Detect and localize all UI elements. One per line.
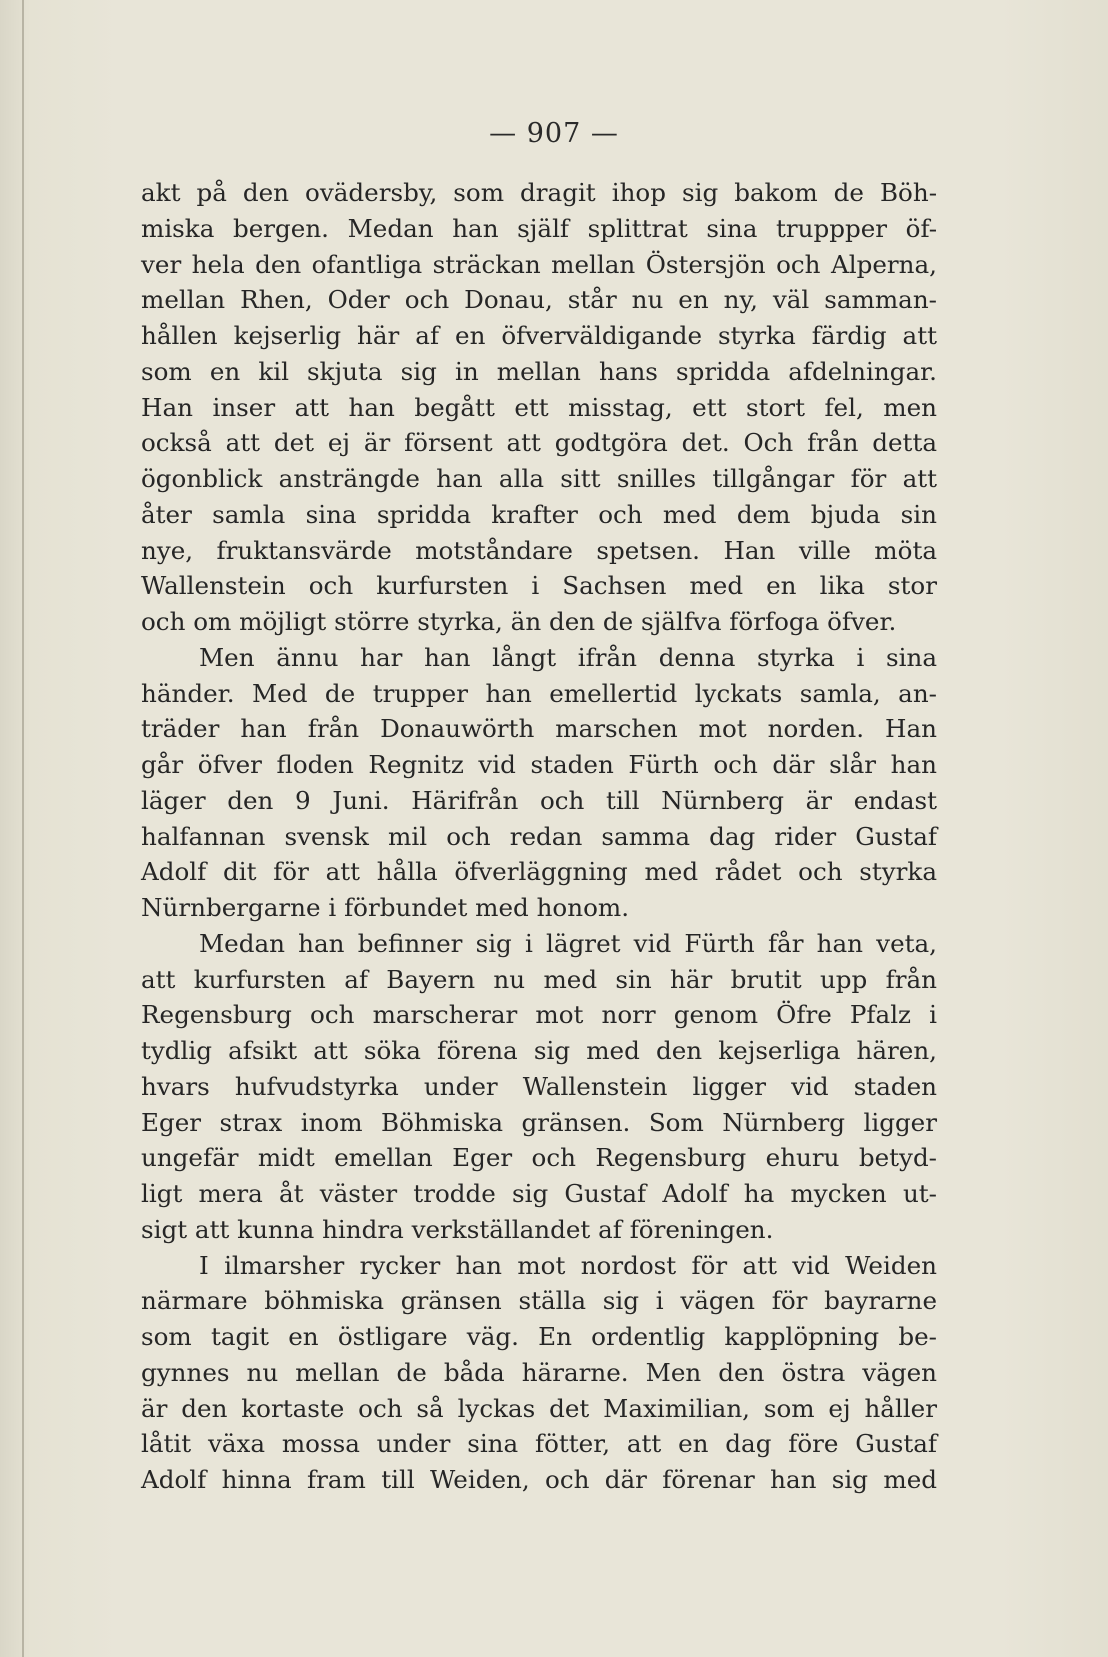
text-line: I ilmarsher rycker han mot nordost för att vid Weiden <box>199 1250 937 1280</box>
text-line: som tagit en östligare väg. En ordentlig kapplöpning be- <box>141 1322 937 1351</box>
text-line: ligt mera åt väster trodde sig Gustaf Adolf ha mycken ut- <box>141 1179 937 1208</box>
text-line: är den kortaste och så lyckas det Maximilian, som ej håller <box>141 1393 937 1423</box>
text-line: Adolf hinna fram till Weiden, och där förenar han sig med <box>141 1465 937 1494</box>
text-line: närmare böhmiska gränsen ställa sig i vägen för bayrarne <box>141 1286 937 1316</box>
text-line: hvars hufvudstyrka under Wallenstein ligger vid staden <box>141 1071 937 1101</box>
text-line: träder han från Donauwörth marschen mot norden. Han <box>141 714 937 744</box>
text-line: nye, fruktansvärde motståndare spetsen. Han ville möta <box>141 535 937 565</box>
text-line: ögonblick ansträngde han alla sitt snilles tillgångar för att <box>141 464 937 493</box>
text-line: Regensburg och marscherar mot norr genom Öfre Pfalz i <box>141 1000 937 1030</box>
page-spine-edge <box>22 0 24 1657</box>
text-line: tydlig afsikt att söka förena sig med den kejserliga hären, <box>141 1036 937 1065</box>
text-line: gynnes nu mellan de båda härarne. Men den östra vägen <box>141 1357 937 1387</box>
text-line: låtit växa mossa under sina fötter, att en dag före Gustaf <box>141 1429 937 1459</box>
text-line: Han inser att han begått ett misstag, ett stort fel, men <box>141 392 937 422</box>
text-line: ungefär midt emellan Eger och Regensburg ehuru betyd- <box>141 1143 937 1173</box>
text-line: ver hela den ofantliga sträckan mellan Östersjön och Alperna, <box>141 249 937 279</box>
text-line: också att det ej är försent att godtgöra det. Och från detta <box>141 428 937 458</box>
text-line: Nürnbergarne i förbundet med honom. <box>141 893 630 922</box>
page-number: — 907 — <box>489 118 619 149</box>
text-line: läger den 9 Juni. Härifrån och till Nürnberg är endast <box>141 785 937 815</box>
text-line: att kurfursten af Bayern nu med sin här brutit upp från <box>141 964 937 994</box>
body-text <box>141 175 937 1498</box>
text-line: Men ännu har han långt ifrån denna styrka i sina <box>199 642 937 672</box>
text-line: Medan han befinner sig i lägret vid Fürth får han veta, <box>199 928 937 958</box>
text-line: sigt att kunna hindra verkställandet af föreningen. <box>141 1214 774 1244</box>
text-line: Adolf dit för att hålla öfverläggning med rådet och styrka <box>141 857 937 887</box>
text-line: Wallenstein och kurfursten i Sachsen med en lika stor <box>141 571 937 601</box>
text-line: hållen kejserlig här af en öfverväldigande styrka färdig att <box>141 321 937 350</box>
text-line: akt på den ovädersby, som dragit ihop sig bakom de Böh- <box>141 178 937 207</box>
text-line: går öfver floden Regnitz vid staden Fürth och där slår han <box>141 750 937 779</box>
text-line: mellan Rhen, Oder och Donau, står nu en ny, väl samman- <box>141 285 937 315</box>
text-line: åter samla sina spridda krafter och med dem bjuda sin <box>141 499 937 529</box>
text-line: som en kil skjuta sig in mellan hans spridda afdelningar. <box>141 356 937 386</box>
text-line: och om möjligt större styrka, än den de själfva förfoga öfver. <box>141 607 897 636</box>
text-line: händer. Med de trupper han emellertid lyckats samla, an- <box>141 678 937 708</box>
text-line: Eger strax inom Böhmiska gränsen. Som Nürnberg ligger <box>141 1107 937 1137</box>
text-line: miska bergen. Medan han själf splittrat sina truppper öf- <box>141 213 937 243</box>
text-line: halfannan svensk mil och redan samma dag rider Gustaf <box>141 821 937 851</box>
